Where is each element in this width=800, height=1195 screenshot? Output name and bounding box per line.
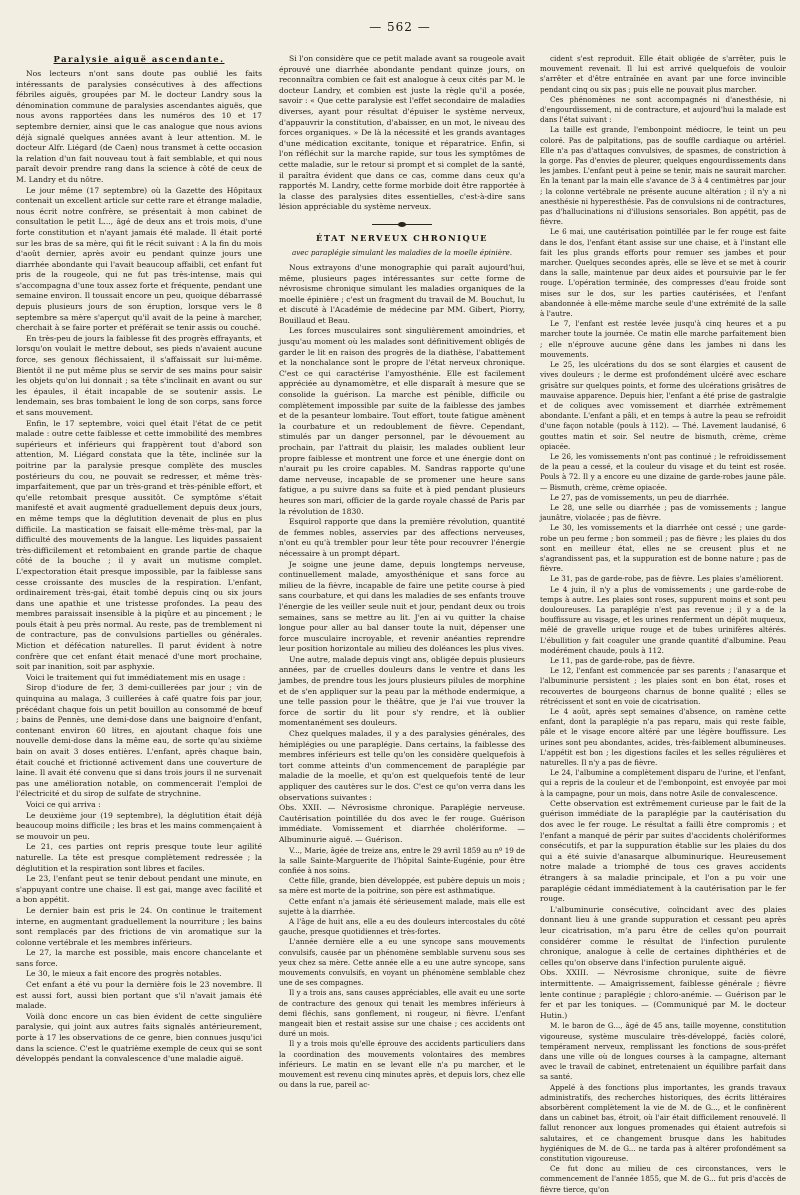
paragraph: M. le baron de G..., âgé de 45 ans, taille moyenne, constitution vigoureuse, système musculaire très-développé, faciès coloré, tempérament nerveux, remplissant les fonctions de sous-préfet dans une ville où de longues courses à la campagne, alternant avec le travail de cabinet, entretenaient un équilibre parfait dans sa santé. bbox=[540, 1021, 786, 1082]
paragraph: Le 30, le mieux a fait encore des progrès notables. bbox=[26, 969, 222, 979]
paragraph: Le 12, l'enfant est commencée par ses parents ; l'anasarque et l'albuminurie persistent ; les plaies sont en bon état, roses et recouvertes de bourgeons charnus de bonne qualité ; elles se rétrécissent et sont en voie de cicatrisation. bbox=[540, 666, 786, 706]
paragraph: Le 6 mai, une cautérisation pointillée par le fer rouge est faite dans le dos, l'enfant étant assise sur une chaise, et à l'instant elle fait les plus grands efforts pour remuer ses jambes et pour marcher. Quelques secondes après, elle se lève et se met à courir dans la salle, maintenue par deux aides et poursuivie par le fer rouge. L'opération terminée, des compresses d'eau froide sont mises sur le dos, sur les parties cautérisées, et l'enfant abandonnée à elle-même marche seule d'une extrémité de la salle à l'autre. bbox=[540, 227, 786, 319]
paragraph: Le 27, la marche est possible, mais encore chancelante et sans force. bbox=[16, 948, 262, 968]
paragraph: Ce fut donc au milieu de ces circonstances, vers le commencement de l'année 1855, que M. de G... fut pris d'accès de fièvre tierce, qu'on bbox=[540, 1164, 786, 1194]
paragraph: Cette enfant n'a jamais été sérieusement malade, mais elle est sujette à la diarrhée. bbox=[279, 896, 525, 916]
paragraph: Le 7, l'enfant est restée levée jusqu'à cinq heures et a pu marcher toute la journée. Ce matin elle marche parfaitement bien ; elle n'éprouve aucune gêne dans les jambes ni dans les mouvements. bbox=[540, 319, 786, 359]
paragraph: Le 24, l'albumine a complètement disparu de l'urine, et l'enfant, qui a repris de la couleur et de l'embonpoint, est envoyée par moi à la campagne, pour un mois, dans notre Asile de convalescence. bbox=[540, 768, 786, 798]
article-body-paralysie bbox=[16, 69, 262, 1065]
paragraph: Appelé à des fonctions plus importantes, les grands travaux administratifs, des recherches historiques, des écrits littéraires absorbèrent complètement la vie de M. de G..., et le confinèrent dans un cabinet bas, étroit, où l'air était difficilement renouvelé. Il fallut renoncer aux longues promenades qui étaient autrefois si salutaires, et ce changement brusque dans les habitudes hygiéniques de M. de G... ne tarda pas à altérer profondément sa constitution vigoureuse. bbox=[540, 1082, 786, 1163]
paragraph: Enfin, le 17 septembre, voici quel était l'état de ce petit malade : outre cette faiblesse et cette immobilité des membres supérieurs et inférieurs qui frappèrent tout d'abord son attention, M. Liégard constata que la tête, inclinée sur la poitrine par la paralysie presque complète des muscles postérieurs du cou, ne pouvait se redresser, et même très-imparfaitement, que par un très-grand et très-pénible effort, et qu'elle retombait presque aussitôt. Ce symptôme s'était manifesté et avait augmenté graduellement depuis deux jours, en même temps que la déglutition devenait de plus en plus difficile. La mastication se faisait elle-même très-mal, par la difficulté des mouvements de la langue. Les liquides passaient très-difficilement et retombaient en grande partie de chaque côté de la bouche ; il y avait un mutisme complet. L'expectoration était presque impossible, par la faiblesse sans cesse croissante des muscles de la respiration. L'enfant, ordinairement très-gai, était tombé depuis cinq ou six jours dans une apathie et une tristesse profondes. La peau des membres paraissait insensible à la piqûre et au pincement ; le pouls était à peu près normal. Au reste, pas de tremblement ni de contracture, pas de convulsions partielles ou générales. Miction et défécation naturelles. Il parut évident à notre confrère que cet enfant était menacé d'une mort prochaine, soit par inanition, soit par asphyxie. bbox=[16, 418, 262, 672]
paragraph: Chez quelques malades, il y a des paralysies générales, des hémiplégies ou une paraplégie. Dans certains, la faiblesse des membres inférieurs est telle qu'on les considère quelquefois à tort comme atteints d'un commencement de paraplégie par maladie de la moelle, et qu'on est quelquefois tenté de leur appliquer des cautères sur le dos. C'est ce qu'on verra dans les observations suivantes : bbox=[279, 729, 525, 802]
paragraph: L'albuminurie consécutive, coïncidant avec des plaies donnant lieu à une grande suppuration et cessant peu après leur cicatrisation, m'a paru être de celles qu'on pourrait considérer comme le résultat de l'infection purulente chronique, analogue à celle de certaines diphthéries et de celles qu'on observe dans l'infection purulente aiguë. bbox=[540, 904, 786, 967]
paragraph: Le dernier bain est pris le 24. On continue le traitement interne, en augmentant graduellement la nourriture ; les bains sont remplacés par des frictions de vin aromatique sur la colonne vertébrale et les membres inférieurs. bbox=[16, 905, 262, 947]
paragraph: Une autre, malade depuis vingt ans, obligée depuis plusieurs années, par de cruelles douleurs dans le ventre et dans les jambes, de prendre tous les jours plusieurs pilules de morphine et de s'en appliquer sur la peau par la méthode endermique, a une telle passion pour le théâtre, que je l'ai vue trouver la force de sortir du lit pour s'y rendre, et là oublier momentanément ses douleurs. bbox=[279, 654, 525, 728]
paragraph: Le 25, les ulcérations du dos se sont élargies et causent de vives douleurs ; le derme est profondément ulcéré avec eschare grisâtre sur quelques points, et forme des ulcérations grisâtres de mauvaise apparence. Depuis hier, l'enfant a été prise de gastralgie et de coliques avec vomissement et diarrhée extrêmement abondante. L'enfant a pâli, et en temps à autre la peau se refroidit d'une façon notable (pouls à 112). — Thé. Lavement laudanisé, 6 gouttes matin et soir. Sel neutre de bismuth, crème, crème opiacée. bbox=[540, 360, 786, 451]
paragraph: cident s'est reproduit. Elle était obligée de s'arrêter, puis le mouvement revenait. Il lui est arrivé quelquefois de vouloir s'arrêter et d'être entraînée en avant par une force invincible pendant cinq ou six pas ; puis elle ne pouvait plus marcher. bbox=[540, 54, 786, 94]
paragraph: Le 27, pas de vomissements, un peu de diarrhée. bbox=[550, 492, 729, 502]
paragraph: A l'âge de huit ans, elle a eu des douleurs intercostales du côté gauche, presque quotidiennes et très-fortes. bbox=[279, 916, 525, 937]
paragraph: Voilà donc encore un cas bien évident de cette singulière paralysie, qui joint aux autres faits signalés antérieurement, porte à 17 les observations de ce genre, bien connues jusqu'ici dans la science. C'est le quatrième exemple de ceux qui se sont développés pendant la convalescence d'une maladie aiguë. bbox=[16, 1011, 262, 1064]
paragraph: Voici ce qui arriva : bbox=[26, 799, 101, 809]
paragraph: Cette observation est extrêmement curieuse par le fait de la guérison immédiate de la paraplégie par la cautérisation du dos avec le fer rouge. Le résultat a failli être compromis ; et l'enfant a manqué de périr par suites d'accidents cholériformes consécutifs, et par la suppuration établie sur les plaies du dos qui a été suivie d'anasarque albuminurique. Heureusement notre malade a triomphé de tous ces graves accidents étrangers à sa maladie principale, et l'on a pu voir une paraplégie cédant immédiatement à la cautérisation par le fer rouge. bbox=[540, 798, 786, 904]
paragraph: Je soigne une jeune dame, depuis longtemps nerveuse, continuellement malade, amyosthénique et sans force au milieu de la fièvre, incapable de faire une petite course à pied sans courbature, et qui dans les maladies de ses enfants trouve l'énergie de les veiller seule nuit et jour, pendant deux ou trois semaines, sans se mettre au lit. J'en ai vu quitter la chaise longue pour aller au bal danser toute la nuit, dépenser une force musculaire incroyable, et revenir anéanties reprendre leur position horizontale au milieu des doléances les plus vives. bbox=[279, 559, 525, 654]
paragraph: Cet enfant a été vu pour la dernière fois le 23 novembre. Il est aussi fort, aussi bien portant que s'il n'avait jamais été malade. bbox=[16, 980, 262, 1011]
paragraph: Le 11, pas de garde-robe, pas de fièvre. bbox=[550, 655, 695, 665]
paragraph: Esquirol rapporte que dans la première révolution, quantité de femmes nobles, asservies par des affections nerveuses, n'ont eu qu'à trembler pour leur tête pour recouvrer l'énergie nécessaire à un prompt départ. bbox=[279, 517, 525, 558]
article-title-paralysie: Paralysie aiguë ascendante. bbox=[53, 54, 225, 64]
observation-heading: Obs. XXII. — Névrosisme chronique. Paraplégie nerveuse. Cautérisation pointillée du dos avec le fer rouge. Guérison immédiate. Vomissement et diarrhée cholériforme. — Albuminurie aiguë. — Guérison. bbox=[279, 803, 525, 844]
column-3 bbox=[540, 54, 786, 1194]
paragraph: Il y a trois ans, sans causes appréciables, elle avait eu une sorte de contracture des genoux qui tenait les membres inférieurs à demi fléchis, sans gonflement, ni rougeur, ni fièvre. L'enfant mangeait bien et restait assise sur une chaise ; ces accidents ont duré un mois. bbox=[279, 988, 525, 1039]
paragraph: Le 4 août, après sept semaines d'absence, on ramène cette enfant, dont la paraplégie n'a pas reparu, mais qui reste faible, pâle et le visage encore altéré par une légère bouffissure. Les urines sont peu abondantes, acides, très-faiblement albumineuses. L'appétit est bon ; les digestions faciles et les selles régulières et naturelles. Il n'y a pas de fièvre. bbox=[540, 707, 786, 768]
paragraph: En très-peu de jours la faiblesse fit des progrès effrayants, et lorsqu'on voulait le mettre debout, ses pieds n'avaient aucune force, ses genoux fléchissaient, il s'affaissait sur lui-même. Bientôt il ne put même plus se servir de ses mains pour saisir les objets qu'on lui donnait ; sa tête s'inclinait en avant ou sur les épaules, il était incapable de se soutenir assis. Le lendemain, ses bras tombaient le long de son corps, sans force et sans mouvement. bbox=[16, 333, 262, 417]
section-divider bbox=[372, 222, 432, 227]
paragraph: Le 26, les vomissements n'ont pas continué ; le refroidissement de la peau a cessé, et la couleur du visage et du teint est rosée. Pouls à 72. Il y a encore eu une dizaine de garde-robes jaune pâle. — Bismuth, crème, crème opiacée. bbox=[540, 451, 786, 492]
article-subtitle: avec paraplégie simulant les maladies de la moelle épinière. bbox=[291, 247, 513, 257]
paragraph: Le 31, pas de garde-robe, pas de fièvre. Les plaies s'améliorent. bbox=[550, 574, 784, 584]
paragraph: Le 23, l'enfant peut se tenir debout pendant une minute, en s'appuyant contre une chaise. Il est gai, mange avec facilité et a bon appétit. bbox=[16, 874, 262, 905]
paragraph: Sirop d'iodure de fer, 3 demi-cuillerées par jour ; vin de quinquina au malaga, 3 cuillerées à café quatre fois par jour, précédant chaque fois un petit bouillon au consommé de bœuf ; bains de Pennès, une demi-dose dans une baignoire d'enfant, contenant environ 60 litres, en ajoutant chaque fois une nouvelle demi-dose dans la même eau, de sorte qu'au sixième bain on avait 3 doses entières. L'enfant, après chaque bain, était couché et frictionné activement dans une couverture de laine. Il avait été convenu que si dans trois jours il ne survenait pas une amélioration notable, on commencerait l'emploi de l'électricité et du sirop de sulfate de strychnine. bbox=[16, 683, 262, 799]
paragraph: Nos lecteurs n'ont sans doute pas oublié les faits intéressants de paralysies consécutives à des affections fébriles aiguës, groupées par M. le docteur Landry sous la dénomination commune de paralysies ascendantes aiguës, que nous avons rapportées dans les numéros des 10 et 17 septembre dernier, ainsi que le cas analogue que nous avions déjà signalé quelques années avant à leur attention. M. le docteur Alfr. Liégard (de Caen) nous transmet à cette occasion la relation d'un fait nouveau tout à fait semblable, et qui nous paraît devoir prendre rang dans la science à côté de ceux de M. Landry et du nôtre. bbox=[16, 69, 262, 184]
page-number: — 562 — bbox=[369, 20, 431, 34]
paragraph: V..., Marie, âgée de treize ans, entre le 29 avril 1859 au nº 19 de la salle Sainte-Marguerite de l'hôpital Sainte-Eugénie, pour être confiée à nos soins. bbox=[279, 845, 525, 875]
paragraph: Ces phénomènes ne sont accompagnés ni d'anesthésie, ni d'engourdissement, ni de contracture, et aujourd'hui la malade est dans l'état suivant : bbox=[540, 94, 786, 125]
paragraph: Si l'on considère que ce petit malade avant sa rougeole avait éprouvé une diarrhée abondante pendant quinze jours, on reconnaîtra combien ce fait est analogue à ceux cités par M. le docteur Landry, et combien est juste la règle qu'il a posée, savoir : « Que cette paralysie est l'effet secondaire de maladies diverses, ayant pour résultat d'épuiser le système nerveux, d'appauvrir la constitution, d'abaisser, en un mot, le niveau des forces organiques. » De là la nécessité et les grands avantages d'une médication excitante, tonique et réparatrice. Enfin, si l'on réfléchit sur la marche rapide, sur tous les symptômes de cette maladie, sur le retour si prompt et si complet de la santé, il paraîtra évident que dans ce cas, comme dans ceux qu'a rapportés M. Landry, cette forme morbide doit être rapportée à la classe des paralysies dites essentielles, c'est-à-dire sans lésion appréciable du système nerveux. bbox=[279, 54, 525, 212]
paragraph: Le 21, ces parties ont repris presque toute leur agilité naturelle. La tête est presque complètement redressée ; la déglutition et la respiration sont libres et faciles. bbox=[16, 842, 262, 873]
paragraph: Il y a trois mois qu'elle éprouve des accidents particuliers dans la coordination des mouvements volontaires des membres inférieurs. Le matin en se levant elle n'a pu marcher, et le mouvement est revenu cinq minutes après, et depuis lors, chez elle ou dans la rue, pareil ac- bbox=[279, 1039, 525, 1090]
paragraph: Voici le traitement qui fut immédiatement mis en usage : bbox=[26, 672, 246, 682]
paragraph: Le jour même (17 septembre) où la Gazette des Hôpitaux contenait un excellent article sur cette rare et étrange maladie, nous écrit notre confrère, se présentait à mon cabinet de consultation le petit L..., âgé de deux ans et trois mois, d'une forte constitution et n'ayant jamais été malade. Il était porté sur les bras de sa mère, qui fit le récit suivant : A la fin du mois d'août dernier, après avoir eu pendant quinze jours une diarrhée abondante qui l'avait beaucoup affaibli, cet enfant fut pris de la rougeole, qui ne fut pas très-intense, mais qui s'accompagna d'une toux assez forte et fréquente, pendant une semaine environ. Il toussait encore un peu, quoique débarrassé depuis plusieurs jours de son éruption, lorsque vers le 8 septembre sa mère s'aperçut qu'il avait de la peine à marcher, cherchait à se faire porter et préférait se tenir assis ou couché. bbox=[16, 185, 262, 333]
paragraph: Cette fille, grande, bien développée, est pubère depuis un mois ; sa mère est morte de la poitrine, son père est asthmatique. bbox=[279, 876, 525, 896]
paragraph: La taille est grande, l'embonpoint médiocre, le teint un peu coloré. Pas de palpitations, pas de souffle cardiaque ou artériel. Elle n'a pas d'attaques convulsives, de spasmes, de constriction à la gorge. Pas d'envies de pleurer, quelques engourdissements dans les jambes. L'enfant peut à peine se tenir, mais ne saurait marcher. En la tenant par la main elle s'avance de 3 à 4 centimètres par jour ; la colonne vertébrale ne présente aucune altération ; il n'y a ni anesthésie ni hyperesthésie. Pas de convulsions ni de contractures, pas d'hallucinations ni d'illusions sensoriales. Bon appétit, pas de fièvre. bbox=[540, 125, 786, 227]
paragraph: Le deuxième jour (19 septembre), la déglutition était déjà beaucoup moins difficile ; les bras et les mains commençaient à se mouvoir un peu. bbox=[16, 810, 262, 841]
observation-heading: Obs. XXIII. — Névrosisme chronique, suite de fièvre intermittente. — Amaigrissement, faiblesse générale ; fièvre lente continue ; paraplégie ; chloro-anémie. — Guérison par le fer et par les toniques. — (Communiqué par M. le docteur Hutin.) bbox=[540, 968, 786, 1020]
paragraph: Les forces musculaires sont singulièrement amoindries, et jusqu'au moment où les malades sont définitivement obligés de garder le lit en raison des progrès de la diathèse, l'abattement et la nonchalance sont le propre de l'état nerveux chronique. C'est ce qui caractérise l'amyosthénie. Elle est facilement appréciée au dynamomètre, et elle disparaît à mesure que se consolide la guérison. La marche est pénible, difficile ou complètement impossible par suite de la faiblesse des jambes et de la pesanteur lombaire. Tout effort, toute fatigue amènent la courbature et un redoublement de fièvre. Cependant, stimulés par un danger personnel, par le dévouement au prochain, par l'attrait du plaisir, les malades oublient leur propre faiblesse et montrent une force et une énergie dont on n'aurait pu les croire capables. M. Sandras rapporte qu'une dame nerveuse, incapable de se promener une heure sans fatigue, a pu suivre dans sa fuite et à pied pendant plusieurs heures son mari, officier de la garde royale chassé de Paris par la révolution de 1830. bbox=[279, 326, 525, 516]
column-2 bbox=[279, 54, 525, 1162]
paragraph: Le 28, une selle ou diarrhée ; pas de vomissements ; langue jaunâtre, violacée ; pas de fièvre. bbox=[540, 502, 786, 523]
paragraph: Le 4 juin, il n'y a plus de vomissements ; une garde-robe de temps à autre. Les plaies sont roses, suppurent moins et sont peu douloureuses. La paraplégie n'est pas revenue ; il y a de la bouffissure au visage, et les urines renferment un dépôt muqueux, mêlé de gravelle urique rouge et de tubes urinifères altérés. L'ébullition y fait coaguler une grande quantité d'albumine. Peau modérément chaude, pouls à 112. bbox=[540, 584, 786, 655]
column-1 bbox=[16, 54, 262, 1162]
paragraph: Nous extrayons d'une monographie qui paraît aujourd'hui, même, plusieurs pages intéressantes sur cette forme de névrosisme chronique simulant les maladies organiques de la moelle épinière ; c'est un fragment du travail de M. Bouchut, lu et discuté à l'Académie de médecine par MM. Gibert, Piorry, Bouillaud et Beau. bbox=[279, 262, 525, 325]
article-title-etat-nerveux: ÉTAT NERVEUX CHRONIQUE bbox=[315, 232, 489, 243]
paragraph: L'année dernière elle a eu une syncope sans mouvements convulsifs, causée par un phénomène semblable survenu sous ses yeux chez sa mère. Cette année elle a eu une autre syncope, sans mouvements convulsifs, en voyant un phénomène semblable chez une de ses compagnes. bbox=[279, 937, 525, 988]
paragraph: Le 30, les vomissements et la diarrhée ont cessé ; une garde-robe un peu ferme ; bon sommeil ; pas de fièvre ; les plaies du dos sont en meilleur état, elles ne se creusent plus et ne s'agrandissent pas, et la suppuration est de bonne nature ; pas de fièvre. bbox=[540, 523, 786, 574]
